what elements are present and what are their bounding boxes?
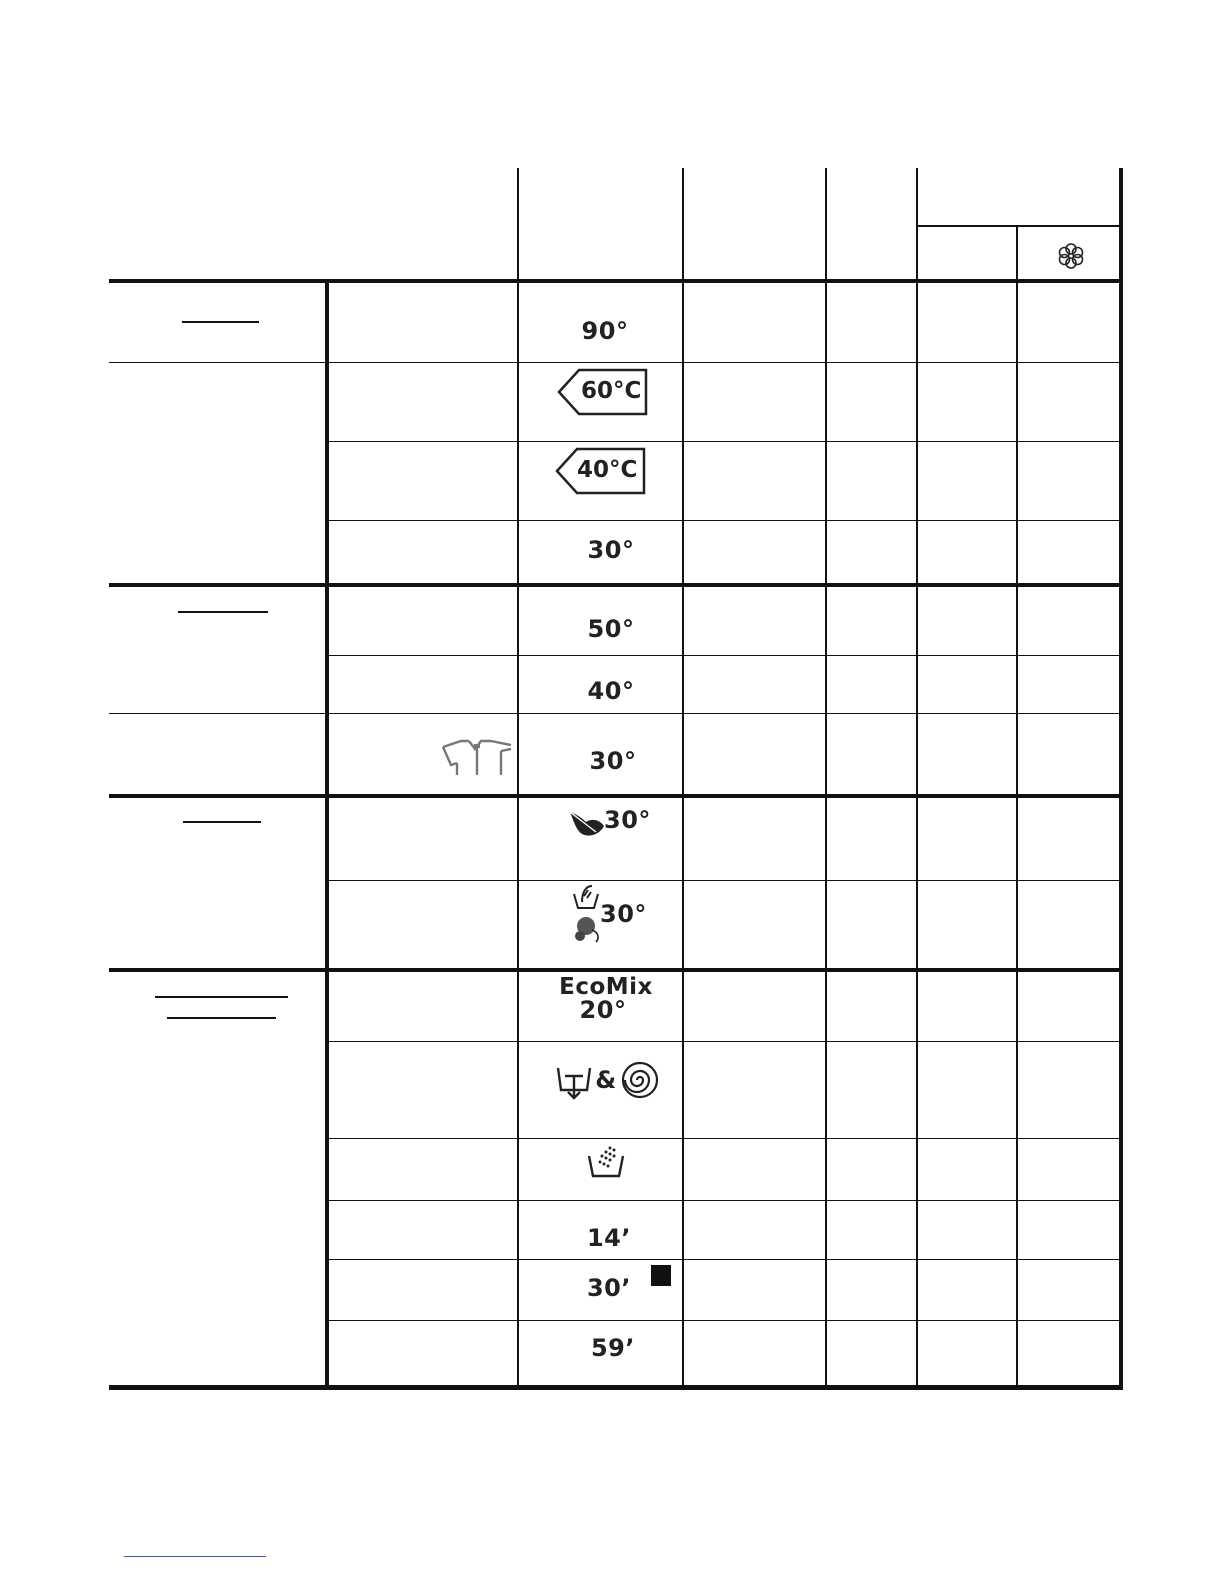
program-90: 90° (581, 317, 629, 345)
program-60-label: 60°C (581, 378, 642, 404)
spin-icon (620, 1060, 660, 1100)
grid-h-row11 (329, 1138, 1121, 1139)
group-heading-underline-6b (167, 1017, 276, 1019)
program-40: 40° (587, 677, 635, 705)
grid-v-col3 (517, 168, 519, 1388)
grid-v-col7 (1016, 226, 1018, 1388)
grid-h-row1 (109, 362, 1121, 363)
footnote-underline (124, 1556, 266, 1557)
grid-h-row2 (329, 441, 1121, 442)
grid-v-col2 (325, 280, 329, 1388)
grid-h-row3 (329, 520, 1121, 521)
grid-v-right (1119, 168, 1123, 1390)
program-drain-spin-and: & (595, 1066, 617, 1094)
group-heading-underline-1 (182, 321, 259, 323)
program-ecomix-temp: 20° (579, 996, 627, 1024)
grid-v-col5 (825, 168, 827, 1388)
grid-h-row12 (329, 1200, 1121, 1201)
group-heading-underline-6a (155, 996, 288, 998)
rinse-icon (586, 1144, 626, 1180)
flower-icon (1057, 242, 1085, 270)
program-30-shirts: 30° (589, 747, 637, 775)
grid-h-row13 (329, 1259, 1121, 1260)
program-60-tag (557, 368, 649, 416)
program-40-tag-label: 40°C (577, 457, 638, 483)
grid-h-row6 (109, 713, 1121, 714)
grid-h-row5 (329, 655, 1121, 656)
program-30: 30° (587, 536, 635, 564)
group-heading-underline-3 (178, 611, 268, 613)
program-30-min: 30’ (586, 1274, 631, 1302)
grid-h-group2 (109, 583, 1123, 587)
grid-v-col6 (916, 168, 918, 1388)
grid-h-group5 (109, 968, 1123, 972)
program-30-wool: 30° (600, 900, 647, 928)
grid-h-row10 (329, 1041, 1121, 1042)
grid-h-header-bottom (109, 279, 1123, 283)
grid-h-row8 (329, 880, 1121, 881)
program-30-delicates: 30° (604, 806, 651, 834)
feather-icon (566, 808, 606, 840)
program-50: 50° (587, 615, 635, 643)
drain-icon (555, 1064, 593, 1100)
grid-h-header-sub (916, 225, 1121, 227)
grid-v-col4 (682, 168, 684, 1388)
program-14-min: 14’ (586, 1224, 631, 1252)
grid-h-row14 (329, 1320, 1121, 1321)
grid-h-bottom (109, 1385, 1123, 1390)
black-square-icon (651, 1265, 671, 1286)
program-59-min: 59’ (590, 1334, 635, 1362)
wool-hand-wash-icon (570, 882, 604, 944)
grid-h-group4 (109, 794, 1123, 798)
group-heading-underline-5 (183, 821, 261, 823)
program-40-tag (555, 447, 647, 495)
program-ecomix-name: EcoMix (559, 974, 653, 1000)
shirt-icon (439, 735, 517, 777)
